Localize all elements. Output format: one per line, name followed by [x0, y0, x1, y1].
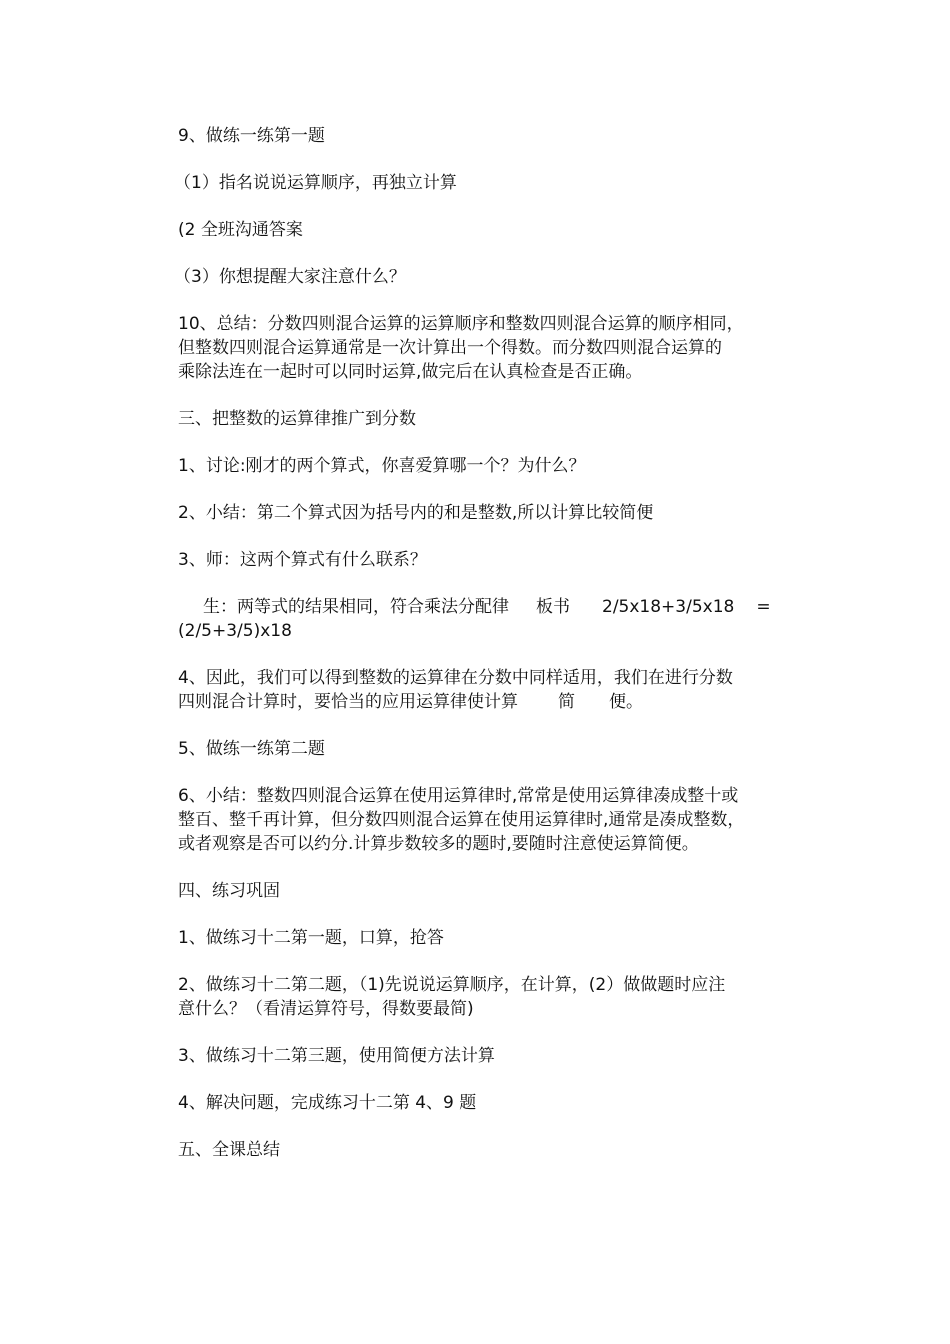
paragraph-teacher [178, 548, 808, 572]
paragraph-exercise-4 [178, 1091, 808, 1115]
paragraph-line [178, 690, 808, 714]
formula-right: (2/5+3/5)x18 [178, 621, 292, 641]
paragraph-text: (2 全班沟通答案 [178, 220, 303, 240]
paragraph-line: 10、总结：分数四则混合运算的运算顺序和整数四则混合运算的顺序相同， [178, 314, 744, 334]
paragraph-text: 3、师：这两个算式有什么联系？ [178, 550, 427, 570]
paragraph-text: 1、做练习十二第一题，口算，抢答 [178, 928, 444, 948]
paragraph-text: 9、做练一练第一题 [178, 126, 325, 146]
paragraph-step-2 [178, 218, 808, 242]
paragraph-text: 5、做练一练第二题 [178, 739, 325, 759]
section-heading-text: 五、全课总结 [178, 1140, 280, 1160]
document-body [174, 124, 808, 1185]
paragraph-brief-summary [178, 501, 808, 525]
paragraph-text: 3、做练习十二第三题，使用简便方法计算 [178, 1046, 495, 1066]
paragraph-line: 但整数四则混合运算通常是一次计算出一个得数。而分数四则混合运算的 [178, 338, 722, 358]
paragraph-text: 简 [558, 692, 575, 712]
paragraph-exercise-2 [178, 973, 808, 1021]
formula-equals: = [756, 597, 771, 617]
paragraph-text: 4、解决问题，完成练习十二第 4、9 题 [178, 1093, 477, 1113]
paragraph-discuss [178, 454, 808, 478]
paragraph-practice-2 [178, 737, 808, 761]
section-heading-text: 四、练习巩固 [178, 881, 280, 901]
paragraph-line: 乘除法连在一起时可以同时运算,做完后在认真检查是否正确。 [178, 362, 643, 382]
paragraph-line: 6、小结：整数四则混合运算在使用运算律时,常常是使用运算律凑成整十或 [178, 786, 739, 806]
paragraph-therefore [178, 666, 808, 714]
paragraph-text: （3）你想提醒大家注意什么？ [174, 267, 406, 287]
paragraph-summary-6 [178, 784, 808, 856]
paragraph-line: 或者观察是否可以约分.计算步数较多的题时,要随时注意使运算简便。 [178, 834, 699, 854]
paragraph-text: 便。 [609, 692, 643, 712]
paragraph-text: （1）指名说说运算顺序，再独立计算 [174, 173, 457, 193]
paragraph-line: 4、因此，我们可以得到整数的运算律在分数中同样适用，我们在进行分数 [178, 668, 733, 688]
section-heading-4 [178, 879, 808, 903]
section-heading-3 [178, 407, 808, 431]
paragraph-text: 四则混合计算时，要恰当的应用运算律使计算 [178, 692, 518, 712]
paragraph-text: 2、小结：第二个算式因为括号内的和是整数,所以计算比较简便 [178, 503, 654, 523]
paragraph-line: 整百、整千再计算，但分数四则混合运算在使用运算律时,通常是凑成整数， [178, 810, 745, 830]
formula-left: 2/5x18+3/5x18 [602, 597, 735, 617]
section-heading-5 [178, 1138, 808, 1162]
paragraph-step-3 [174, 265, 808, 289]
paragraph-line [203, 595, 808, 619]
paragraph-practice-1 [178, 124, 808, 148]
paragraph-student [178, 595, 808, 619]
paragraph-student-cont [178, 619, 808, 643]
board-label: 板书 [536, 597, 570, 617]
paragraph-line: 意什么？（看清运算符号，得数要最简) [178, 999, 474, 1019]
section-heading-text: 三、把整数的运算律推广到分数 [178, 409, 416, 429]
paragraph-exercise-3 [178, 1044, 808, 1068]
paragraph-summary-10 [178, 312, 808, 384]
paragraph-text: 1、讨论:刚才的两个算式，你喜爱算哪一个？为什么？ [178, 456, 586, 476]
student-answer-text: 生：两等式的结果相同，符合乘法分配律 [203, 597, 509, 617]
paragraph-line: 2、做练习十二第二题，（1)先说说运算顺序，在计算，(2）做做题时应注 [178, 975, 726, 995]
paragraph-exercise-1 [178, 926, 808, 950]
paragraph-step-1 [174, 171, 808, 195]
